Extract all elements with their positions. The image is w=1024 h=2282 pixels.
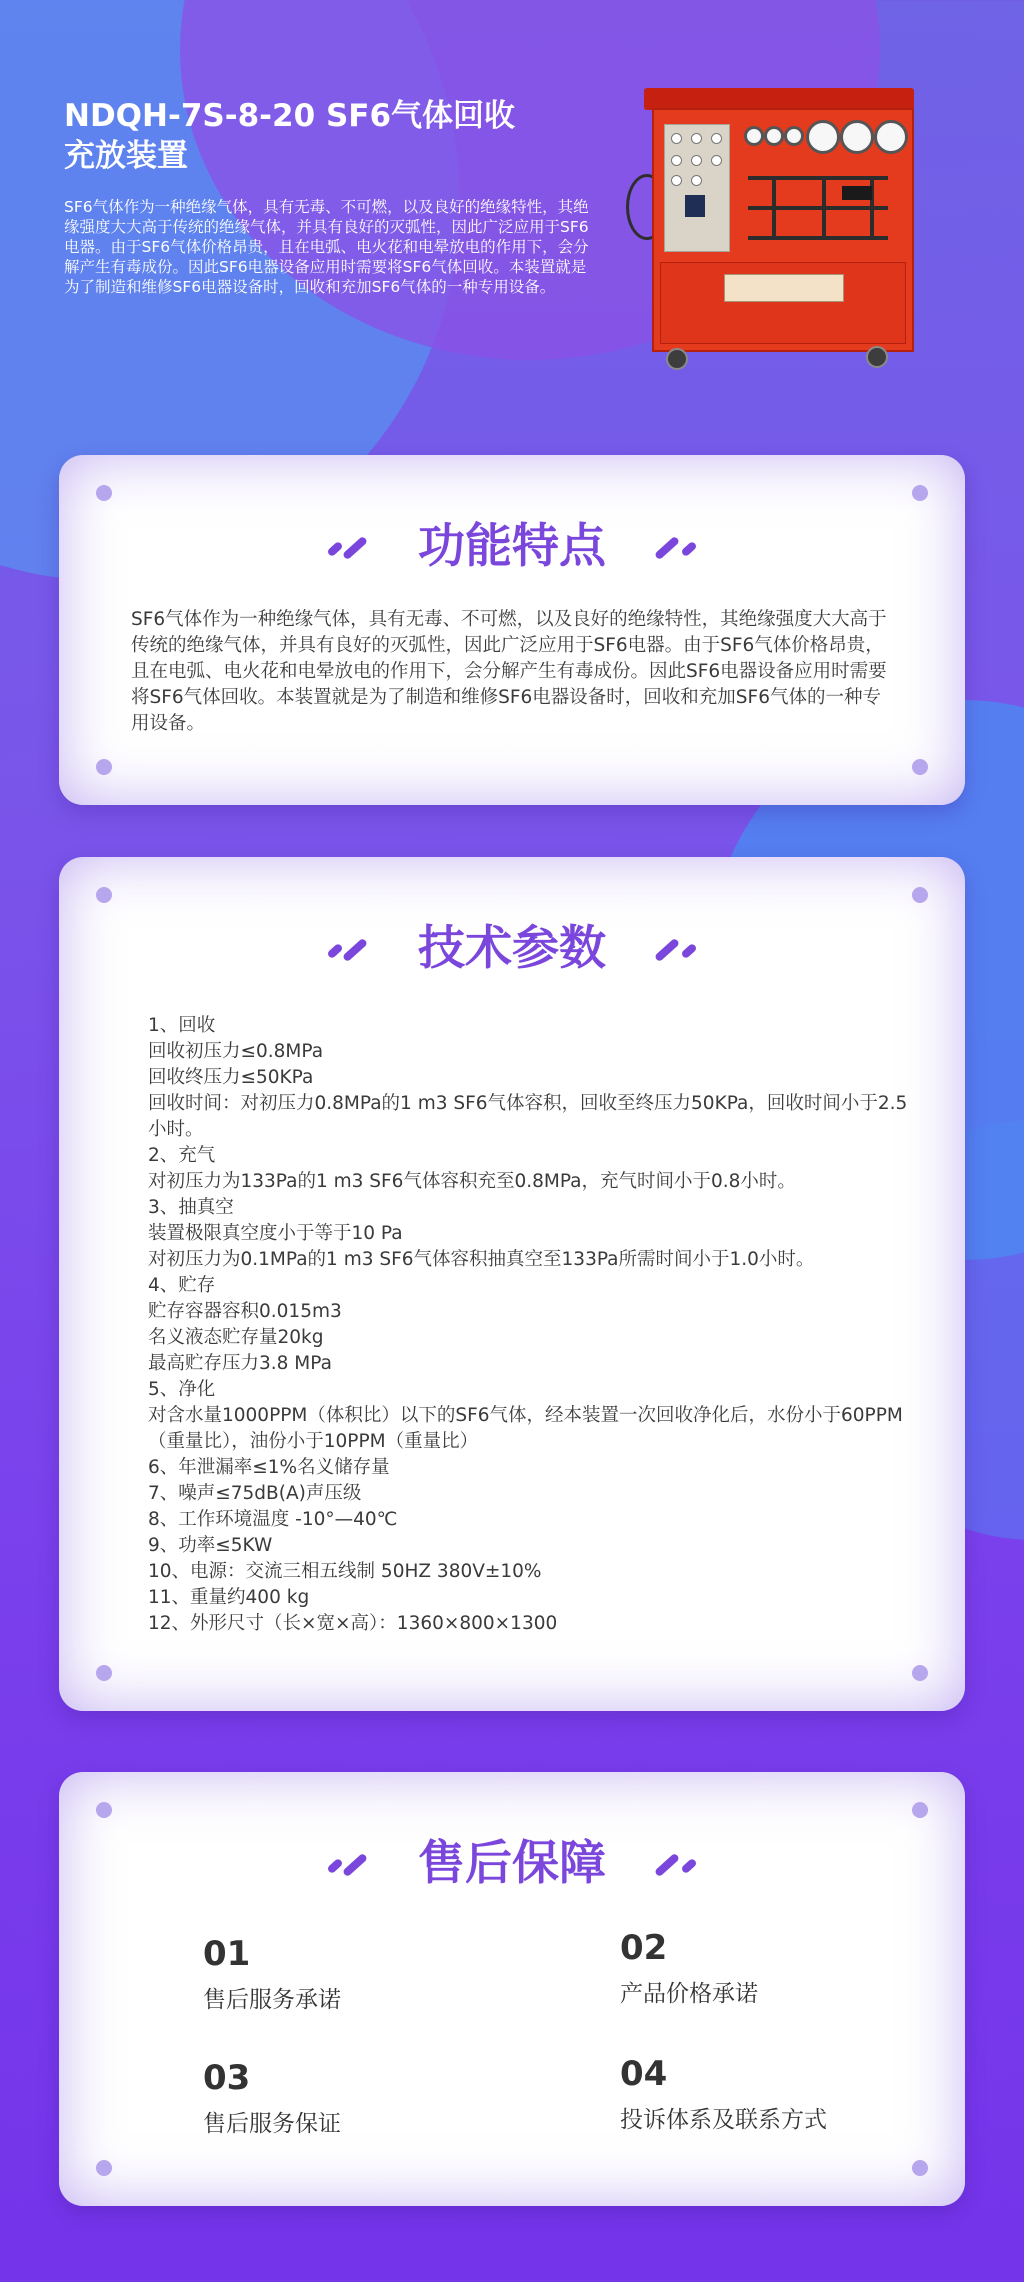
- spec-line: 装置极限真空度小于等于10 Pa: [148, 1223, 403, 1244]
- spec-line: 对初压力为0.1MPa的1 m3 SF6气体容积抽真空至133Pa所需时间小于1.0小时。: [148, 1249, 815, 1270]
- corner-dot: [96, 1802, 112, 1818]
- section-header: [59, 917, 965, 981]
- pressure-gauge: [764, 126, 784, 146]
- hero-description: SF6气体作为一种绝缘气体，具有无毒、不可燃，以及良好的绝缘特性，其绝缘强度大大高于传统的绝缘气体，并具有良好的灭弧性，因此广泛应用于SF6电器。由于SF6气体价格昂贵，且在电弧、电火花和电晕放电的作用下，会分解产生有毒成份。因此SF6电器设备应用时需要将SF6气体回收。本装置就是为了制造和维修SF6电器设备时，回收和充加SF6气体的一种专用设备。: [64, 198, 589, 296]
- product-cabinet: [652, 108, 914, 352]
- pressure-gauge: [840, 120, 874, 154]
- spec-line: 对初压力为133Pa的1 m3 SF6气体容积充至0.8MPa，充气时间小于0.8小时。: [148, 1171, 796, 1192]
- corner-dot: [912, 887, 928, 903]
- section-header: [59, 515, 965, 579]
- pressure-gauge: [874, 120, 908, 154]
- service-item: [203, 2056, 341, 2140]
- slash-decoration-icon: [651, 934, 703, 964]
- wheel: [666, 348, 688, 370]
- slash-decoration-icon: [321, 934, 373, 964]
- corner-dot: [912, 2160, 928, 2176]
- spec-line: 11、重量约400 kg: [148, 1587, 310, 1608]
- service-label: 售后服务承诺: [203, 1987, 341, 2013]
- service-item: [620, 2052, 827, 2136]
- corner-dot: [912, 759, 928, 775]
- spec-line: 贮存容器容积0.015m3: [148, 1301, 342, 1322]
- section-title: 售后保障: [418, 1836, 606, 1891]
- product-control-panel: [664, 124, 730, 252]
- product-top-rail: [644, 88, 914, 110]
- pressure-gauge: [784, 126, 804, 146]
- service-card: [59, 1772, 965, 2206]
- service-number: 04: [620, 2054, 668, 2094]
- slash-decoration-icon: [651, 1849, 703, 1879]
- spec-line: 8、工作环境温度 -10°—40℃: [148, 1509, 398, 1530]
- product-nameplate: [724, 274, 844, 302]
- corner-dot: [912, 1665, 928, 1681]
- spec-line: 回收初压力≤0.8MPa: [148, 1041, 324, 1062]
- section-title: 技术参数: [418, 921, 606, 976]
- spec-line: 5、净化: [148, 1379, 216, 1400]
- corner-dot: [96, 1665, 112, 1681]
- corner-dot: [96, 759, 112, 775]
- pressure-gauge: [806, 120, 840, 154]
- product-image: [626, 80, 932, 380]
- corner-dot: [912, 1802, 928, 1818]
- spec-line: 最高贮存压力3.8 MPa: [148, 1353, 332, 1374]
- hero-title-line2: 充放装置: [64, 138, 188, 174]
- slash-decoration-icon: [651, 532, 703, 562]
- corner-dot: [96, 2160, 112, 2176]
- product-valves: [742, 166, 902, 254]
- features-text: SF6气体作为一种绝缘气体，具有无毒、不可燃，以及良好的绝缘特性，其绝缘强度大大高于传统的绝缘气体，并具有良好的灭弧性，因此广泛应用于SF6电器。由于SF6气体价格昂贵，且在电弧、电火花和电晕放电的作用下，会分解产生有毒成份。因此SF6电器设备应用时需要将SF6气体回收。本装置就是为了制造和维修SF6电器设备时，回收和充加SF6气体的一种专用设备。: [131, 609, 887, 734]
- spec-line: 7、噪声≤75dB(A)声压级: [148, 1483, 362, 1504]
- spec-line: 1、回收: [148, 1015, 216, 1036]
- spec-line: 对含水量1000PPM（体积比）以下的SF6气体，经本装置一次回收净化后，水份小于60PPM（重量比），油份小于10PPM（重量比）: [148, 1405, 903, 1452]
- service-item: [203, 1932, 341, 2016]
- hero-title: [64, 96, 624, 176]
- slash-decoration-icon: [321, 1849, 373, 1879]
- service-number: 03: [203, 2058, 251, 2098]
- specs-card: [59, 857, 965, 1711]
- spec-line: 2、充气: [148, 1145, 216, 1166]
- service-label: 售后服务保证: [203, 2111, 341, 2137]
- spec-line: 10、电源：交流三相五线制 50HZ 380V±10%: [148, 1561, 542, 1582]
- service-number: 01: [203, 1934, 251, 1974]
- hero-title-line1: NDQH-7S-8-20 SF6气体回收: [64, 98, 516, 134]
- corner-dot: [96, 887, 112, 903]
- spec-line: 12、外形尺寸（长×宽×高）：1360×800×1300: [148, 1613, 558, 1634]
- wheel: [866, 346, 888, 368]
- spec-line: 6、年泄漏率≤1%名义储存量: [148, 1457, 390, 1478]
- features-card: [59, 455, 965, 805]
- service-number: 02: [620, 1928, 668, 1968]
- spec-line: 3、抽真空: [148, 1197, 234, 1218]
- slash-decoration-icon: [321, 532, 373, 562]
- spec-line: 9、功率≤5KW: [148, 1535, 273, 1556]
- corner-dot: [912, 485, 928, 501]
- corner-dot: [96, 485, 112, 501]
- specs-list: [148, 1013, 908, 1637]
- pressure-gauge: [744, 126, 764, 146]
- spec-line: 回收终压力≤50KPa: [148, 1067, 314, 1088]
- section-header: [59, 1832, 965, 1896]
- spec-line: 名义液态贮存量20kg: [148, 1327, 324, 1348]
- section-title: 功能特点: [418, 519, 606, 574]
- service-label: 投诉体系及联系方式: [620, 2107, 827, 2133]
- spec-line: 4、贮存: [148, 1275, 216, 1296]
- service-label: 产品价格承诺: [620, 1981, 758, 2007]
- spec-line: 回收时间：对初压力0.8MPa的1 m3 SF6气体容积，回收至终压力50KPa，回收时间小于2.5小时。: [148, 1093, 908, 1140]
- service-item: [620, 1926, 758, 2010]
